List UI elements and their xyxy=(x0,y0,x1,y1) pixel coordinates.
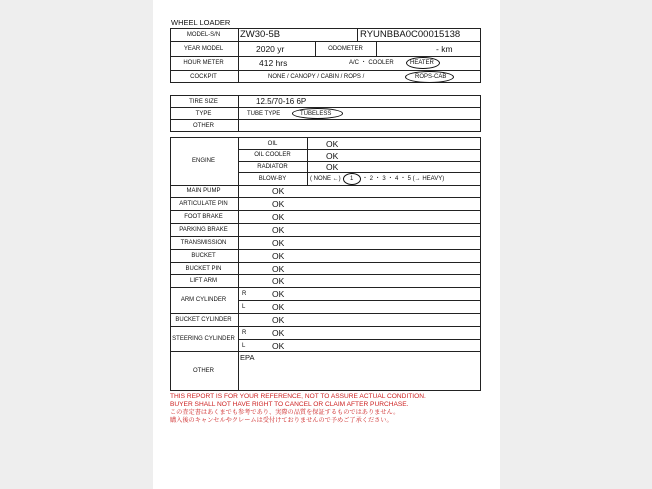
oil-label: OIL xyxy=(267,140,278,147)
disclaimer-line-2: BUYER SHALL NOT HAVE RIGHT TO CANCEL OR CLAIM AFTER PURCHASE. xyxy=(170,401,409,408)
blow-by-scale-start: ( NONE ←) xyxy=(310,175,341,182)
arm-cylinder-r-label: R xyxy=(242,291,247,297)
disclaimer-line-3: この査定書はあくまでも参考であり、実際の品質を保証するものではありません。 xyxy=(170,409,400,416)
lift-arm-label: LIFT ARM xyxy=(190,278,217,284)
foot-brake-value: OK xyxy=(272,212,285,222)
serial-number-value: RYUNBBA0C00015138 xyxy=(360,29,461,40)
engine-label: ENGINE xyxy=(191,158,215,164)
tire-type-selected-value: TUBELESS xyxy=(300,110,332,117)
articulate-pin-label: ARTICULATE PIN xyxy=(179,201,228,207)
cockpit-selected-value: ROPS-CAB xyxy=(415,73,447,80)
bucket-cylinder-label: BUCKET CYLINDER xyxy=(175,316,232,323)
oil-cooler-label: OIL COOLER xyxy=(254,152,291,158)
parking-brake-value: OK xyxy=(272,225,285,235)
main-pump-label: MAIN PUMP xyxy=(186,188,221,194)
cockpit-label: COCKPIT xyxy=(190,73,217,80)
bucket-label: BUCKET xyxy=(191,253,216,259)
oil-value: OK xyxy=(326,138,339,149)
transmission-label: TRANSMISSION xyxy=(180,240,227,246)
bucket-cylinder-value: OK xyxy=(272,315,285,325)
year-model-label: YEAR MODEL xyxy=(183,45,224,52)
year-model-value: 2020 yr xyxy=(256,43,285,54)
steering-cylinder-r-value: OK xyxy=(272,328,285,338)
steering-cylinder-r-label: R xyxy=(242,330,247,336)
hour-meter-label: HOUR METER xyxy=(183,60,224,66)
blow-by-label: BLOW-BY xyxy=(258,175,287,182)
arm-cylinder-l-label: L xyxy=(242,304,246,310)
other-notes-value: EPA xyxy=(240,353,255,362)
transmission-value: OK xyxy=(272,238,285,248)
disclaimer-line-4: 購入後のキャンセルやクレームは受付けておりませんので予めご了承ください。 xyxy=(170,417,393,424)
other-notes-label: OTHER xyxy=(193,368,214,374)
tire-size-label: TIRE SIZE xyxy=(189,98,218,105)
tire-type-label: TYPE xyxy=(195,110,212,117)
document-title: WHEEL LOADER xyxy=(171,18,231,27)
radiator-label: RADIATOR xyxy=(257,163,288,170)
arm-cylinder-r-value: OK xyxy=(272,289,285,299)
bucket-value: OK xyxy=(272,251,285,261)
articulate-pin-value: OK xyxy=(272,199,285,209)
tire-other-label: OTHER xyxy=(193,122,214,129)
odometer-value: - km xyxy=(436,43,453,54)
parking-brake-label: PARKING BRAKE xyxy=(179,227,228,233)
oil-cooler-value: OK xyxy=(326,150,339,161)
ac-options: A/C ・ COOLER xyxy=(349,60,394,66)
odometer-label: ODOMETER xyxy=(328,45,363,52)
ac-selected-value: HEATER xyxy=(410,60,434,66)
steering-cylinder-l-label: L xyxy=(242,342,246,349)
tire-size-value: 12.5/70-16 6P xyxy=(256,96,307,106)
steering-cylinder-label: STEERING CYLINDER xyxy=(172,336,235,342)
lift-arm-value: OK xyxy=(272,276,285,286)
radiator-value: OK xyxy=(326,162,339,172)
bucket-pin-label: BUCKET PIN xyxy=(185,265,222,272)
blow-by-scale-rest: ・ 2 ・ 3 ・ 4 ・ 5 (→ HEAVY) xyxy=(362,175,445,182)
bucket-pin-value: OK xyxy=(272,263,285,274)
blow-by-selected-value: 1 xyxy=(350,175,354,182)
disclaimer-line-1: THIS REPORT IS FOR YOUR REFERENCE, NOT TO ASSURE ACTUAL CONDITION. xyxy=(170,393,426,400)
cockpit-options: NONE / CANOPY / CABIN / ROPS / xyxy=(268,73,365,80)
arm-cylinder-l-value: OK xyxy=(272,302,285,312)
main-pump-value: OK xyxy=(272,186,285,196)
hour-meter-value: 412 hrs xyxy=(259,58,288,68)
model-sn-label: MODEL-S/N xyxy=(186,31,221,38)
foot-brake-label: FOOT BRAKE xyxy=(184,214,223,220)
arm-cylinder-label: ARM CYLINDER xyxy=(180,297,227,303)
steering-cylinder-l-value: OK xyxy=(272,340,285,351)
tire-type-option: TUBE TYPE xyxy=(247,110,281,117)
model-value: ZW30-5B xyxy=(240,29,281,40)
